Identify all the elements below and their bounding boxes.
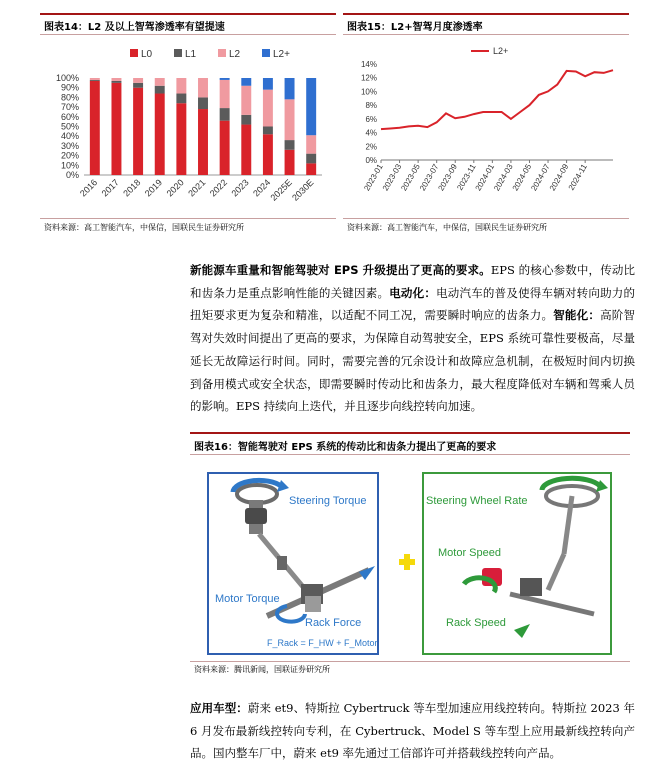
bar-l0-2018 [133, 88, 143, 175]
bar-l0-2030E [306, 163, 316, 175]
y-tick-label: 6% [365, 114, 377, 124]
bar-l2plus-2022 [220, 78, 230, 80]
fig14-top-rule [40, 13, 336, 15]
y-tick-label: 4% [365, 128, 377, 138]
steering-torque-label: Steering Torque [289, 495, 367, 507]
bar-l2-2021 [198, 78, 208, 97]
bar-l2-2020 [176, 78, 186, 94]
legend-swatch-l0 [130, 49, 138, 57]
para1-text2: 电动汽车的普及使得车辆对转向助力的扭矩要求更为复杂和精准，以适配不同工况，需要瞬时响应的齿条力。 [190, 285, 636, 323]
fig14-title: 图表14：L2 及以上智驾渗透率有望提速 [44, 22, 225, 33]
fig16-source-rule [190, 661, 630, 662]
legend-swatch-l2plus [262, 49, 270, 57]
x-tick-label: 2021 [186, 177, 208, 199]
eps-torque-diagram [209, 474, 377, 653]
bar-l2-2017 [111, 78, 121, 81]
bar-l1-2024 [263, 127, 273, 135]
x-tick-label: 2023-07 [417, 162, 441, 193]
x-tick-label: 2023-11 [455, 162, 478, 192]
y-tick-label: 80% [60, 92, 79, 103]
bar-l2plus-2024 [263, 78, 273, 90]
para2-text: 蔚来 et9、特斯拉 Cybertruck 等车型加速应用线控转向。特斯拉 2023 年 6 月发布最新线控转向专利，在 Cybertruck、Model S 等车型上应用最新线控转向产品。国内整车厂中，蔚来 et9 率先通过工信部许可并搭载线控转向产品。 [190, 701, 636, 761]
x-tick-label: 2023-09 [436, 162, 459, 193]
x-tick-label: 2018 [121, 177, 143, 199]
fig15-source: 资料来源：高工智能汽车，中保信，国联民生证券研究所 [347, 223, 547, 232]
y-tick-label: 70% [60, 102, 79, 113]
x-tick-label: 2023-01 [362, 162, 385, 193]
bar-l1-2030E [306, 154, 316, 164]
eps-speed-diagram [424, 474, 610, 653]
series-line-l2plus [381, 70, 613, 129]
fig14-source: 资料来源：高工智能汽车，中保信，国联民生证券研究所 [44, 223, 244, 232]
bar-l2plus-2023 [241, 78, 251, 86]
x-tick-label: 2024-11 [566, 162, 589, 192]
y-tick-label: 8% [365, 101, 377, 111]
para1-text3: 高阶智驾对失效时间提出了更高的要求，为保障自动驾驶安全，EPS 系统可靠性要极高，尽量延长无故障运行时间。同时，需要完善的冗余设计和故障应急机制，在极短时间内切换到备用模式或安全状态，即需要瞬时传动比和齿条力，最大程度降低对车辆和驾乘人员的影响。EPS 持续向上迭代，并且逐步向线控转向加速。 [190, 308, 636, 414]
fig15-top-rule [343, 13, 629, 15]
bar-l0-2024 [263, 134, 273, 175]
steering-wheel-rate-label: Steering Wheel Rate [426, 495, 528, 507]
x-tick-label: 2016 [77, 177, 100, 199]
fig14-title-rule [40, 34, 336, 35]
bar-l1-2023 [241, 115, 251, 125]
x-tick-label: 2023-03 [380, 162, 404, 193]
bar-l2-2019 [155, 78, 165, 86]
bar-l2-2024 [263, 90, 273, 127]
x-tick-label: 2030E [290, 177, 316, 203]
y-tick-label: 14% [360, 60, 377, 69]
bar-l1-2019 [155, 86, 165, 94]
x-tick-label: 2024 [251, 177, 273, 199]
bar-l1-2021 [198, 97, 208, 109]
para1-electrification-label: 电动化： [389, 285, 437, 300]
fig16-top-rule [190, 432, 630, 434]
bar-l1-2025E [285, 140, 295, 150]
y-tick-label: 0% [65, 170, 79, 180]
x-tick-label: 2020 [164, 177, 186, 199]
bar-l1-2020 [176, 94, 186, 104]
motor-torque-label: Motor Torque [215, 593, 280, 605]
fig16-title-rule [190, 454, 630, 455]
rack-speed-label: Rack Speed [446, 617, 506, 629]
y-tick-label: 20% [60, 150, 79, 161]
y-tick-label: 50% [60, 121, 79, 132]
fig16-title: 图表16：智能驾驶对 EPS 系统的传动比和齿条力提出了更高的要求 [194, 442, 497, 453]
bar-l2plus-2025E [285, 78, 295, 99]
bar-l0-2020 [176, 103, 186, 175]
steering-wheel-graphic [546, 486, 598, 590]
x-tick-label: 2024-09 [547, 162, 571, 193]
rack-force-label: Rack Force [305, 617, 362, 629]
fig14-source-rule [40, 218, 336, 219]
legend-label: L2 [229, 49, 241, 60]
bar-l1-2022 [220, 108, 230, 121]
plus-icon [398, 553, 416, 571]
bar-l0-2017 [111, 83, 121, 175]
fig14-chart [40, 40, 336, 220]
rack-speed-arrow [514, 624, 530, 638]
bar-l0-2025E [285, 150, 295, 175]
y-tick-label: 100% [55, 73, 79, 83]
legend-swatch-l2 [218, 49, 226, 57]
fig16-source: 资料来源：腾讯新闻，国联证券研究所 [194, 665, 330, 674]
legend-label: L2+ [273, 49, 290, 60]
x-tick-label: 2023 [229, 177, 251, 199]
y-tick-label: 90% [60, 82, 79, 93]
bar-l1-2016 [90, 80, 100, 81]
bar-l2plus-2030E [306, 78, 316, 135]
para1-lead: 新能源车重量和智能驾驶对 EPS 升级提出了更高的要求。 [190, 263, 491, 277]
fig16-right-panel [422, 472, 612, 655]
fig16-left-panel [207, 472, 379, 655]
y-tick-label: 30% [60, 140, 79, 151]
bar-l2-2025E [285, 99, 295, 140]
x-tick-label: 2025E [268, 177, 294, 203]
para2-lead: 应用车型： [190, 701, 248, 715]
y-tick-label: 0% [365, 156, 377, 165]
para1-intelligence-label: 智能化： [553, 308, 601, 323]
legend-label: L1 [185, 49, 197, 60]
x-tick-label: 2023-05 [399, 162, 422, 193]
y-tick-label: 60% [60, 111, 79, 122]
x-tick-label: 2024-07 [529, 162, 552, 193]
x-tick-label: 2017 [99, 177, 121, 199]
x-tick-label: 2019 [142, 177, 165, 199]
bar-l2-2030E [306, 135, 316, 153]
bar-l2-2022 [220, 80, 230, 108]
y-tick-label: 2% [365, 142, 377, 152]
motor-rack-graphic [482, 568, 594, 614]
bar-l0-2022 [220, 121, 230, 175]
x-tick-label: 2024-05 [510, 162, 534, 193]
y-tick-label: 40% [60, 131, 79, 142]
legend-label: L0 [141, 49, 153, 60]
y-tick-label: 12% [360, 73, 377, 83]
legend-swatch-l1 [174, 49, 182, 57]
bar-l2-2016 [90, 78, 100, 80]
rack-force-formula: F_Rack = F_HW + F_Motor [267, 638, 377, 648]
fig15-title-rule [343, 34, 629, 35]
fig15-chart [343, 40, 629, 220]
bar-l2-2023 [241, 86, 251, 115]
bar-l0-2021 [198, 109, 208, 175]
fig15-title: 图表15：L2+智驾月度渗透率 [347, 22, 483, 33]
bar-l1-2018 [133, 83, 143, 88]
para1-text1: EPS 的核心参数中，传动比和齿条力是重点影响性能的关键因素。 [190, 263, 635, 300]
legend-label: L2+ [493, 46, 509, 56]
body-paragraph-eps [190, 259, 635, 418]
fig15-source-rule [343, 218, 629, 219]
bar-l0-2019 [155, 94, 165, 175]
y-tick-label: 10% [360, 87, 377, 97]
y-tick-label: 10% [60, 160, 79, 171]
motor-speed-label: Motor Speed [438, 547, 501, 559]
bar-l0-2016 [90, 81, 100, 175]
body-paragraph-steer-by-wire [190, 697, 635, 765]
x-tick-label: 2024-03 [492, 162, 515, 193]
bar-l1-2017 [111, 81, 121, 83]
bar-l2-2018 [133, 78, 143, 83]
x-tick-label: 2024-01 [473, 162, 497, 193]
bar-l0-2023 [241, 125, 251, 175]
x-tick-label: 2022 [207, 177, 230, 199]
